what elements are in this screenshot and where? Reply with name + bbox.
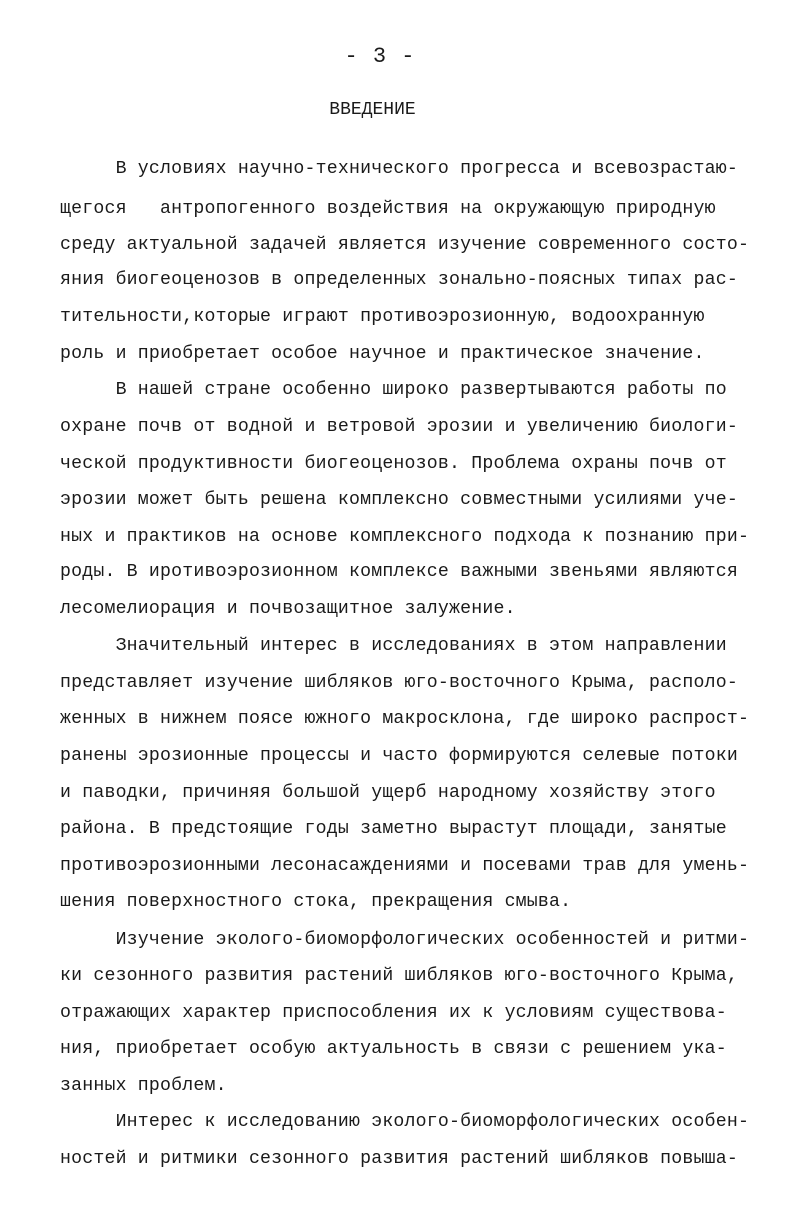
text-line: ки сезонного развития растений шибляков юго-восточного Крыма, xyxy=(60,966,738,986)
text-line: лесомелиорация и почвозащитное залужение. xyxy=(60,599,516,619)
text-line: ческой продуктивности биогеоценозов. Проблема охраны почв от xyxy=(60,454,727,474)
page-number: - 3 - xyxy=(344,44,416,69)
text-line: представляет изучение шибляков юго-восточного Крыма, располо- xyxy=(60,673,738,693)
text-line: шения поверхностного стока, прекращения смыва. xyxy=(60,892,572,912)
text-line: ния, приобретает особую актуальность в связи с решением ука- xyxy=(60,1039,727,1059)
text-line: роды. В иротивоэрозионном комплексе важными звеньями являются xyxy=(60,562,738,582)
text-line: охране почв от водной и ветровой эрозии и увеличению биологи- xyxy=(60,417,738,437)
text-line: и паводки, причиняя большой ущерб народному хозяйству этого xyxy=(60,783,716,803)
text-line: щегося антропогенного воздействия на окружающую природную xyxy=(60,199,716,219)
text-line: ных и практиков на основе комплексного подхода к познанию при- xyxy=(60,527,750,547)
text-line: занных проблем. xyxy=(60,1076,227,1096)
text-line: Значительный интерес в исследованиях в этом направлении xyxy=(60,636,727,656)
section-heading: ВВЕДЕНИЕ xyxy=(329,100,416,120)
text-line: Изучение эколого-биоморфологических особенностей и ритми- xyxy=(60,930,750,950)
text-line: района. В предстоящие годы заметно вырастут площади, занятые xyxy=(60,819,727,839)
text-line: ностей и ритмики сезонного развития растений шибляков повыша- xyxy=(60,1149,738,1169)
text-line: В нашей стране особенно широко развертываются работы по xyxy=(60,380,727,400)
text-line: Интерес к исследованию эколого-биоморфологических особен- xyxy=(60,1112,750,1132)
text-line: тительности,которые играют противоэрозионную, водоохранную xyxy=(60,307,705,327)
text-line: эрозии может быть решена комплексно совместными усилиями уче- xyxy=(60,490,738,510)
text-line: ранены эрозионные процессы и часто формируются селевые потоки xyxy=(60,746,738,766)
text-line: отражающих характер приспособления их к условиям существова- xyxy=(60,1003,727,1023)
text-line: яния биогеоценозов в определенных зонально-поясных типах рас- xyxy=(60,270,738,290)
text-line: среду актуальной задачей является изучение современного состо- xyxy=(60,235,750,255)
text-line: женных в нижнем поясе южного макросклона, где широко распрост- xyxy=(60,709,750,729)
text-line: роль и приобретает особое научное и практическое значение. xyxy=(60,344,705,364)
text-line: В условиях научно-технического прогресса и всевозрастаю- xyxy=(60,159,738,179)
text-line: противоэрозионными лесонасаждениями и посевами трав для умень- xyxy=(60,856,750,876)
